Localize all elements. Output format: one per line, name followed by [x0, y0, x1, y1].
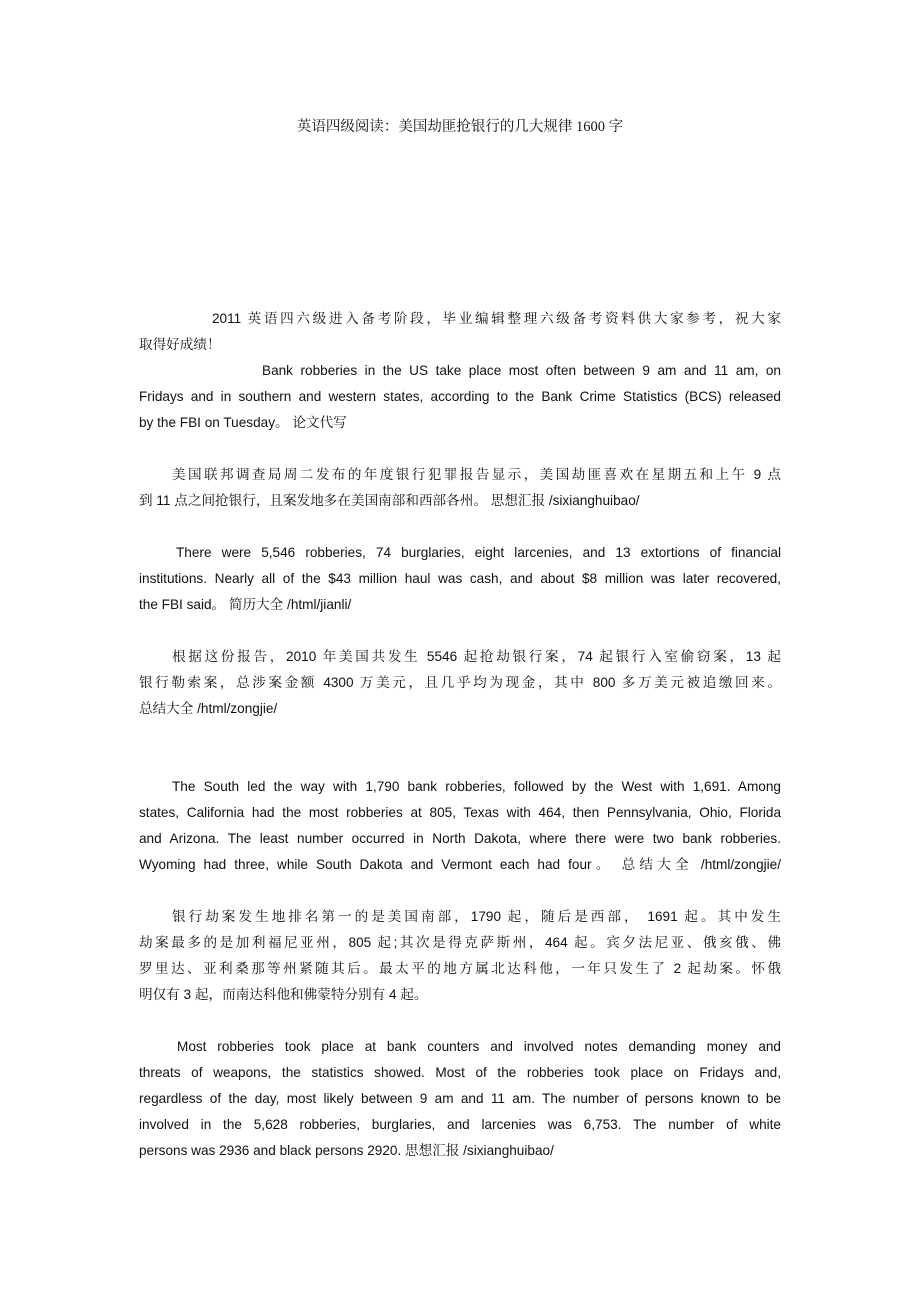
paragraph-english-3 [139, 774, 781, 878]
text-line: 到 11 点之间抢银行，且案发地多在美国南部和西部各州。 思想汇报 /sixianghuibao/ [139, 493, 640, 508]
text-line: 银行勒索案，总涉案金额 4300 万美元，且几乎均为现金，其中 800 多万美元被追缴回来。 [139, 675, 781, 690]
text-line: 总结大全 /html/zongjie/ [139, 701, 278, 716]
text-line: 取得好成绩！ [139, 337, 221, 352]
text-line: threats of weapons, the statistics showed. Most of the robberies took place on Fridays and, [139, 1065, 781, 1080]
text-line: regardless of the day, most likely between 9 am and 11 am. The number of persons known to be [139, 1091, 781, 1106]
text-line: and Arizona. The least number occurred in North Dakota, where there were two bank robberies. [139, 831, 781, 846]
text-line: 根据这份报告，2010 年美国共发生 5546 起抢劫银行案，74 起银行入室偷窃案，13 起 [172, 649, 781, 664]
paragraph-intro [139, 306, 781, 358]
text-line: Bank robberies in the US take place most often between 9 am and 11 am, on [262, 363, 781, 378]
text-line: involved in the 5,628 robberies, burglaries, and larcenies was 6,753. The number of white [139, 1117, 781, 1132]
text-line: 银行劫案发生地排名第一的是美国南部，1790 起，随后是西部， 1691 起。其中发生 [172, 909, 781, 924]
text-line: institutions. Nearly all of the $43 million haul was cash, and about $8 million was later recovered, [139, 571, 781, 586]
text-line: 罗里达、亚利桑那等州紧随其后。最太平的地方属北达科他，一年只发生了 2 起劫案。怀俄 [139, 961, 781, 976]
text-line: The South led the way with 1,790 bank robberies, followed by the West with 1,691. Among [172, 779, 781, 794]
text-line: 明仅有 3 起，而南达科他和佛蒙特分别有 4 起。 [139, 987, 428, 1002]
text-line: persons was 2936 and black persons 2920. 思想汇报 /sixianghuibao/ [139, 1143, 554, 1158]
document-title: 英语四级阅读：美国劫匪抢银行的几大规律 1600 字 [296, 119, 624, 135]
text-line: Wyoming had three, while South Dakota and Vermont each had four。 总结大全 /html/zongjie/ [139, 857, 781, 872]
text-line: 劫案最多的是加利福尼亚州，805 起;其次是得克萨斯州，464 起。宾夕法尼亚、俄亥俄、佛 [139, 935, 781, 950]
paragraph-english-4 [139, 1034, 781, 1164]
text-line: states, California had the most robberies at 805, Texas with 464, then Pennsylvania, Ohio, Florida [139, 805, 781, 820]
paragraph-english-2 [139, 540, 781, 618]
text-line: Most robberies took place at bank counters and involved notes demanding money and [177, 1039, 781, 1054]
text-line: 美国联邦调查局周二发布的年度银行犯罪报告显示，美国劫匪喜欢在星期五和上午 9 点 [172, 467, 781, 482]
paragraph-chinese-2 [139, 644, 781, 722]
text-line: There were 5,546 robberies, 74 burglaries, eight larcenies, and 13 extortions of financial [176, 545, 781, 560]
paragraph-chinese-3 [139, 904, 781, 1008]
paragraph-english-1 [139, 358, 781, 436]
text-line: by the FBI on Tuesday。 论文代写 [139, 415, 347, 430]
paragraph-chinese-1 [139, 462, 781, 514]
text-line: Fridays and in southern and western states, according to the Bank Crime Statistics (BCS) released [139, 389, 781, 404]
text-line: 2011 英语四六级进入备考阶段，毕业编辑整理六级备考资料供大家参考，祝大家 [212, 311, 781, 326]
text-line: the FBI said。 简历大全 /html/jianli/ [139, 597, 352, 612]
